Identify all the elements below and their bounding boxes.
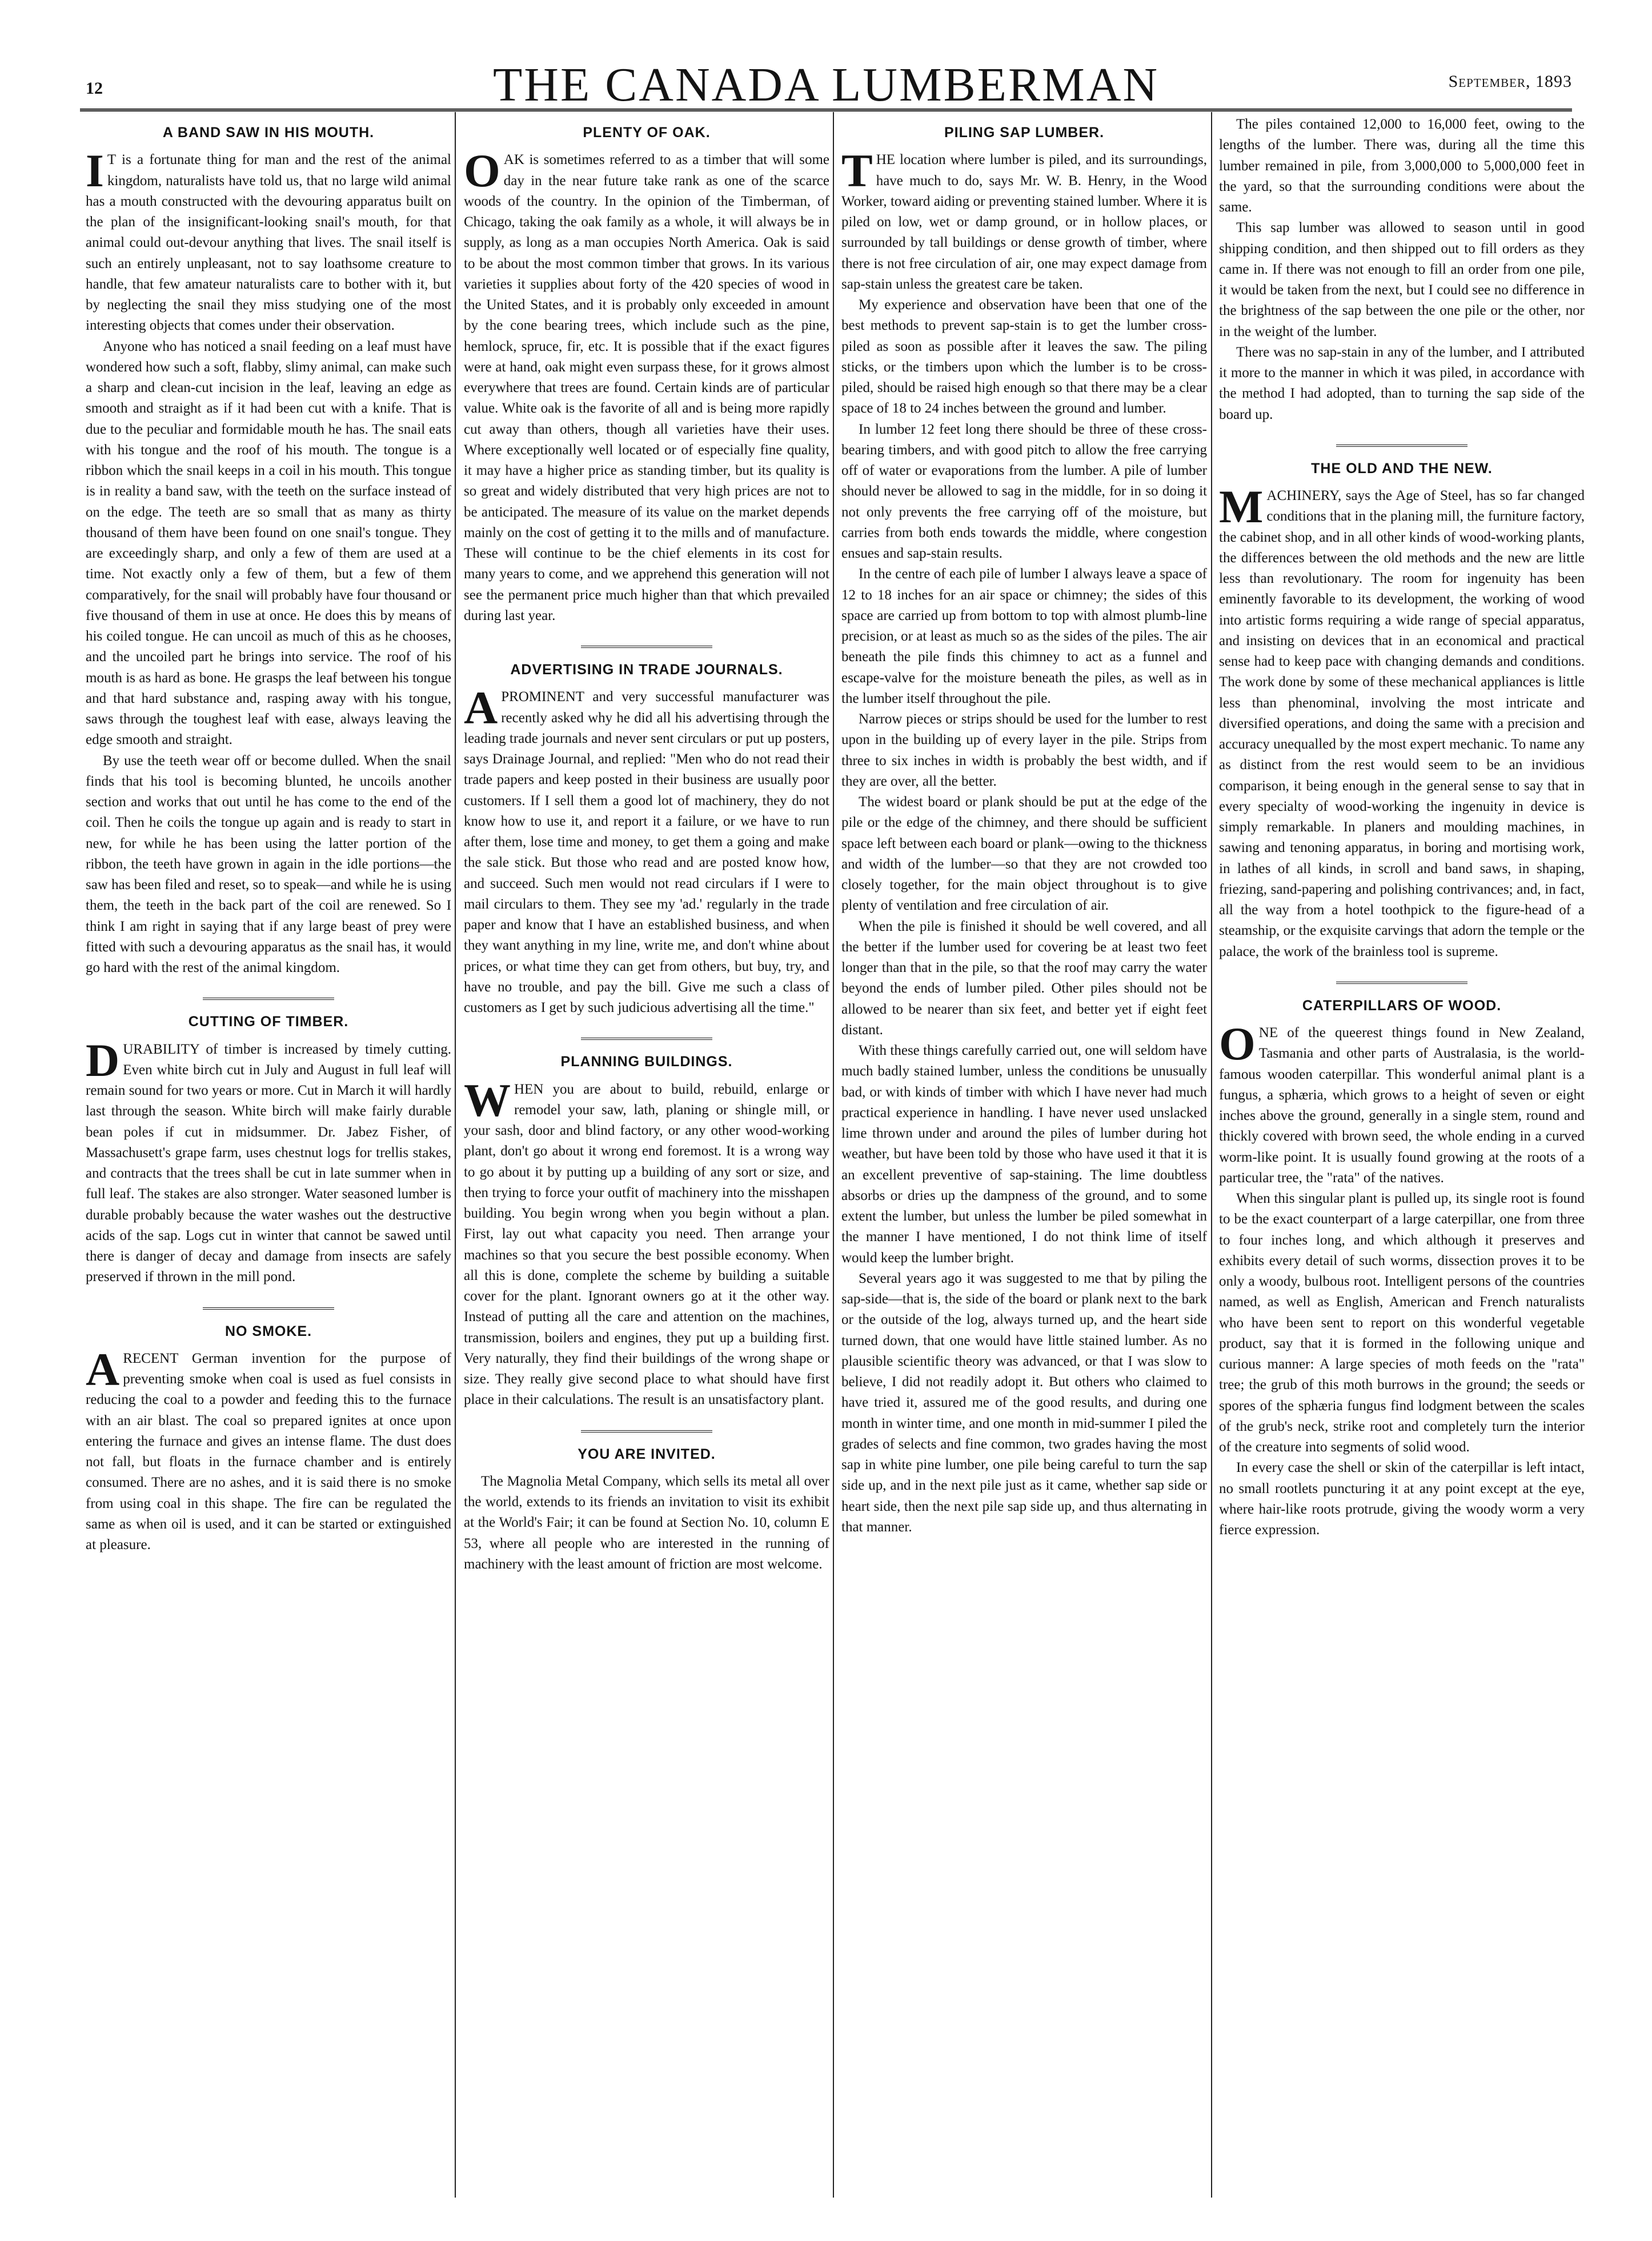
paragraph: The Magnolia Metal Company, which sells its metal all over the world, extends to its friends an invitation to visit its exhibit at the World's Fair; it can be found at Section No. 10, column E 53, where all people who are interested in the running of machinery with the least amount of friction are most welcome. <box>464 1473 829 1572</box>
paragraph: Anyone who has noticed a snail feeding on a leaf must have wondered how such a soft, flabby, slimy animal, can make such a sharp and clean-cut incision in the leaf, leaving an edge as smooth and straight as if it had been cut with a knife. That is due to the peculiar and formidable mouth he has. The snail eats with his tongue and the roof of his mouth. The tongue is a ribbon which the snail keeps in a coil in his mouth. This tongue is in reality a band saw, with the teeth on the surface instead of on the edge. The teeth are so small that as many as thirty thousand of them have been found on one snail's tongue. They are exceedingly sharp, and only a few of them are used at a time. Not exactly only a few of them, but a few of them comparatively, for the snail will probably have four thousand or five thousand of them in use at once. He does this by means of his coiled tongue. He can uncoil as much of this as he chooses, and the uncoiled part he brings into service. The roof of his mouth is as hard as bone. He grasps the leaf between his tongue and that hard substance and, rasping away with his tongue, saws through the toughest leaf with ease, always leaving the edge smooth and straight. <box>86 338 451 748</box>
headline: A BAND SAW IN HIS MOUTH. <box>162 125 375 141</box>
headline: CUTTING OF TIMBER. <box>188 1014 349 1030</box>
column-1 <box>86 114 451 1570</box>
paragraph: DURABILITY of timber is increased by timely cutting. Even white birch cut in July and August in full leaf will remain sound for two years or more. Cut in March it will hardly last through the season. White birch will make fairly durable bean poles if cut in midsummer. Dr. Jabez Fisher, of Massachusett's grape farm, uses chestnut logs for trellis stakes, and contracts that the trees shall be cut in late summer when in full leaf. The stakes are also stronger. Water seasoned lumber is durable probably because the water washes out the destructive acids of the sap. Logs cut in winter that cannot be sawed until there is danger of decay and damage from insects are safely preserved if thrown in the mill pond. <box>86 1034 451 1285</box>
article-band-saw <box>86 122 451 978</box>
paragraph: In the centre of each pile of lumber I always leave a space of 12 to 18 inches for an air space or chimney; the sides of this space are carried up from bottom to top with almost plumb-line precision, or at least as much so as the sides of the piles. The air beneath the pile finds this chimney to act as a funnel and escape-valve for the moisture beneath the piles, as well as in the lumber itself throughout the pile. <box>841 566 1207 706</box>
article-advertising <box>464 659 829 1018</box>
paragraph: By use the teeth wear off or become dulled. When the snail finds that his tool is becoming blunted, he uncoils another section and works that out until he has come to the end of the coil. Then he coils the tongue up again and is ready to start in new, for while he has been using the latter portion of the ribbon, the teeth have grown in again in the idle portions—the saw has been filed and reset, so to speak—and while he is using them, the teeth in the back part of the coil are renewed. So I think I am right in saying that if any large beast of prey were fitted with such a devouring apparatus as the snail has, it would go hard with the rest of the animal kingdom. <box>86 753 451 975</box>
column-rule <box>833 112 834 2198</box>
paragraph: With these things carefully carried out, one will seldom have much badly stained lumber, unless the conditions be unusually bad, or with kinds of timber with which I have never had much practical experience in handling. I have never used unslacked lime thrown under and around the piles of lumber during hot weather, but have been told by those who have used it that it is an excellent preventive of sap-staining. The lime doubtless absorbs or dries up the dampness of the ground, and to some extent the lumber, but unless the lumber be piled somewhat in the manner I have mentioned, I do not think lime of itself would keep the lumber bright. <box>841 1043 1207 1266</box>
drop-cap: T <box>841 145 873 197</box>
paragraph: I T is a fortunate thing for man and the rest of the animal kingdom, naturalists have told us, that no large wild animal has a mouth constructed with the devouring apparatus built on the plan of the insignificant-looking snail's mouth, for that animal could out-devour anything that lives. The snail itself is such an entirely unpleasant, not to say loathsome creature to handle, that few amateur naturalists care to bother with it, but by neglecting the snail they miss studying one of the most interesting objects that comes under their observation. <box>86 145 451 334</box>
column-rule <box>1211 112 1212 2198</box>
drop-cap: W <box>464 1074 511 1126</box>
section-divider <box>203 1307 334 1310</box>
headline: ADVERTISING IN TRADE JOURNALS. <box>510 662 783 678</box>
column-3 <box>841 114 1207 1552</box>
paragraph: OAK is sometimes referred to as a timber that will some day in the near future take rank as one of the scarce woods of the country. In the opinion of the Timberman, of Chicago, taking the oak family as a whole, it will always be in supply, as long as a man occupies North America. Oak is said to be about the most common timber that grows. In its various varieties it supplies about forty of the 420 species of wood in the United States, and it is probably only exceeded in amount by the cone bearing trees, which include such as the pine, hemlock, spruce, fir, etc. It is possible that if the exact figures were at hand, oak might even surpass these, for it grows almost everywhere that trees are found. Certain kinds are of particular value. White oak is the favorite of all and is being more rapidly cut away than others, though all varieties have their uses. Where exceptionally well located or of especially fine quality, it may have a higher price as standing timber, but its quality is so great and widely distributed that very high prices are not to be anticipated. The measure of its value on the market depends mainly on the cost of getting it to the mills and of manufacture. These will continue to be the chief elements in its cost for many years to come, and we apprehend this generation will not see the permanent price much higher than that which prevailed during last year. <box>464 145 829 623</box>
article-no-smoke <box>86 1321 451 1556</box>
headline: THE OLD AND THE NEW. <box>1311 460 1493 477</box>
paragraph: THE location where lumber is piled, and its surroundings, have much to do, says Mr. W. B. Henry, in the Wood Worker, toward aiding or preventing stained lumber. Where it is piled on low, wet or damp ground, or in hollow places, or surrounded by tall buildings or dense growth of timber, where there is not free circulation of air, one may expect damage from sap-stain unless the greatest care be taken. <box>841 145 1207 292</box>
column-rule <box>455 112 456 2198</box>
drop-cap: O <box>464 145 500 197</box>
section-divider <box>1336 445 1467 447</box>
column-2 <box>464 114 829 1590</box>
headline: PILING SAP LUMBER. <box>944 125 1105 141</box>
paragraph: APROMINENT and very successful manufacturer was recently asked why he did all his advertising through the leading trade journals and never sent circulars or put up posters, says Drainage Journal, and replied: "Men who do not read their trade papers and keep posted in their business are usually poor customers. If I sell them a good lot of machinery, they do not know how to use it, and report it a failure, or we have to run after them, lose time and money, to get them a going and make the sale stick. But those who read and are posted know how, and succeed. Such men would not read circulars if I were to mail circulars to them. They see my 'ad.' regularly in the trade paper and know that I have an established business, and when they want anything in my line, write me, and don't whine about prices, or what time they can get from others, but buy, try, and have no trouble, and pay the bill. Give me such a class of customers as I get by such judicious advertising all the time." <box>464 682 829 1015</box>
page-number: 12 <box>86 79 103 98</box>
paragraph: In every case the shell or skin of the caterpillar is left intact, no small rootlets puncturing it at any point except at the eye, where hair-like roots protrude, giving the woody worm a very fierce expression. <box>1219 1460 1585 1538</box>
paragraph: My experience and observation have been that one of the best methods to prevent sap-stain is to get the lumber cross-piled as soon as possible after it leaves the saw. The piling sticks, or the timbers upon which the lumber is to be cross-piled, should be raised high enough so that there may be a clear space of 18 to 24 inches between the ground and lumber. <box>841 297 1207 417</box>
headline: CATERPILLARS OF WOOD. <box>1302 997 1502 1014</box>
headline: PLENTY OF OAK. <box>583 125 711 141</box>
paragraph: ONE of the queerest things found in New Zealand, Tasmania and other parts of Australasia, is the world-famous wooden caterpillar. This wonderful animal plant is a fungus, a sphæria, which grows to a height of seven or eight inches above the ground, generally in a single stem, round and thickly covered with brown seed, the whole ending in a curved worm-like point. It is usually found growing at the roots of a particular tree, the "rata" of the natives. <box>1219 1018 1585 1186</box>
section-divider <box>581 646 712 648</box>
article-piling-sap-lumber <box>841 122 1207 1538</box>
paragraph: Several years ago it was suggested to me that by piling the sap-side—that is, the side of the board or plank next to the bark or the outside of the log, always turned up, and the heart side turned down, that one would have little stained lumber. As no plausible scientific theory was advanced, or that I was slow to believe, I did not readily adopt it. But others who claimed to have tried it, assured me of the good results, and during one month in winter time, and one month in mid-summer I piled the grades of selects and fine common, two grades having the most sap in white pine lumber, one pile being careful to turn the sap side up, and in the next pile just as it came, whether sap side or heart side, then the next pile sap side up, and thus alternating in that manner. <box>841 1270 1207 1535</box>
paragraph: ARECENT German invention for the purpose of preventing smoke when coal is used as fuel consists in reducing the coal to a powder and feeding this to the furnace with an air blast. The coal so prepared ignites at once upon entering the furnace and gives an intense flame. The dust does not fall, but floats in the furnace chamber and is entirely consumed. There are no ashes, and it is said there is no smoke from using coal in this shape. The fire can be regulated the same as when oil is used, and it can be started or extinguished at pleasure. <box>86 1343 451 1552</box>
issue-date: September, 1893 <box>1448 72 1572 91</box>
paragraph: The piles contained 12,000 to 16,000 feet, owing to the lengths of the lumber. There was, during all the time this lumber remained in pile, from 3,000,000 to 5,000,000 feet in the yard, so that the surrounding conditions were about the same. <box>1219 117 1585 215</box>
paragraph: The widest board or plank should be put at the edge of the pile or the edge of the chimney, and there should be sufficient space left between each board or plank—owing to the thickness and width of the lumber—so that they are not crowded too closely together, for the main object throughout is to give plenty of ventilation and free circulation of air. <box>841 794 1207 914</box>
paragraph: This sap lumber was allowed to season until in good shipping condition, and then shipped out to fill orders as they came in. If there was not enough to fill an order from one pile, it would be taken from the next, but I could see no difference in the brightness of the sap between the one pile or the other, nor in the weight of the lumber. <box>1219 220 1585 339</box>
article-plenty-oak <box>464 122 829 626</box>
headline: YOU ARE INVITED. <box>578 1446 716 1462</box>
masthead: THE CANADA LUMBERMAN <box>492 58 1160 111</box>
paragraph: There was no sap-stain in any of the lumber, and I attributed it more to the manner in which it was piled, in accordance with the method I had adopted, than to turning the sap side of the board up. <box>1219 344 1585 422</box>
paragraph: WHEN you are about to build, rebuild, enlarge or remodel your saw, lath, planing or shingle mill, or your sash, door and blind factory, or any other wood-working plant, don't go about it wrong end foremost. It is a wrong way to go about it by putting up a building of any sort or size, and then trying to force your outfit of machinery into the misshapen building. You begin wrong when you begin without a plan. First, lay out what capacity you need. Then arrange your machines so that you secure the best possible economy. When all this is done, complete the scheme by building a suitable cover for the plant. Ignorant owners go at it the other way. Instead of putting all the care and attention on the machines, transmission, boilers and engines, they put up a building first. Very naturally, they find their buildings of the wrong shape or size. They really give second place to what should have first place in their calculations. The result is an unsatisfactory plant. <box>464 1074 829 1408</box>
article-you-are-invited <box>464 1444 829 1575</box>
drop-cap: D <box>86 1034 120 1086</box>
article-planning-buildings <box>464 1051 829 1410</box>
article-caterpillars <box>1219 995 1585 1541</box>
section-divider <box>581 1038 712 1040</box>
article-old-and-new <box>1219 458 1585 962</box>
drop-cap: M <box>1219 481 1264 533</box>
drop-cap: I <box>86 145 104 197</box>
paragraph: Narrow pieces or strips should be used for the lumber to rest upon in the building up of every layer in the pile. Strips from three to six inches in width is probably the best width, and if they are over, all the better. <box>841 711 1207 789</box>
paragraph: MACHINERY, says the Age of Steel, has so far changed conditions that in the planing mill, the furniture factory, the cabinet shop, and in all other kinds of wood-working plants, the differences between the old methods and the new are little less than revolutionary. The room for ingenuity has been eminently favorable to its development, the working of wood into artistic forms requiring a wide range of special apparatus, and insisting on devices that in an economical and practical sense had to keep pace with changing demands and conditions. The work done by some of these mechanical appliances is little less than phenominal, involving the most intricate and diversified operations, and doing the same with a precision and accuracy unequalled by the most expert mechanic. To name any as distinct from the rest would seem to be an invidious comparison, it being enough in the general sense to say that in every specialty of wood-working the ingenuity in device is simply remarkable. In planers and moulding machines, in sawing and tenoning apparatus, in boring and mortising work, in lathes of all kinds, in scroll and band saws, in shaping, friezing, sand-papering and polishing contrivances; and, in fact, all the way from a hotel toothpick to the figure-head of a steamship, or the exquisite carvings that adorn the temple or the palace, the work of the brainless tool is supreme. <box>1219 481 1585 959</box>
paragraph: When this singular plant is pulled up, its single root is found to be the exact counterpart of a large caterpillar, one from three to four inches long, and which although it preserves and exhibits every detail of such worms, dissection proves it to be only a woody, bulbous root. Intelligent persons of the countries named, as well as English, American and French naturalists who have been sent to report on this wonderful vegetable product, say that it is formed in the following unique and curious manner: A large species of moth feeds on the "rata" tree; the grub of this moth burrows in the ground; the seeds or spores of the sphæria fungus find lodgment between the scales of the grub's neck, strike root and completely turn the interior of the creature into segments of solid wood. <box>1219 1191 1585 1455</box>
section-divider <box>1336 982 1467 984</box>
paragraph: When the pile is finished it should be well covered, and all the better if the lumber used for covering be at least two feet longer than that in the pile, so that the roof may carry the water beyond the ends of lumber piled. Other piles should not be allowed to be nearer than six feet, and better yet if eight feet distant. <box>841 918 1207 1038</box>
column-4 <box>1219 114 1585 1555</box>
article-cutting-timber <box>86 1011 451 1287</box>
section-divider <box>581 1430 712 1432</box>
article-piling-sap-continued <box>1219 114 1585 425</box>
headline: PLANNING BUILDINGS. <box>560 1054 733 1070</box>
section-divider <box>203 998 334 1000</box>
drop-cap: O <box>1219 1018 1256 1070</box>
drop-cap: A <box>86 1343 120 1395</box>
paragraph: In lumber 12 feet long there should be three of these cross-bearing timbers, and with good pitch to allow the free carrying off of water or evaporations from the lumber. A pile of lumber should never be allowed to sag in the middle, for in so doing it not only prevents the free carrying off of the moisture, but carries from both ends towards the middle, where congestion ensues and sap-stain results. <box>841 421 1207 561</box>
header-rule <box>80 109 1572 111</box>
headline: NO SMOKE. <box>224 1323 312 1339</box>
drop-cap: A <box>464 682 498 734</box>
